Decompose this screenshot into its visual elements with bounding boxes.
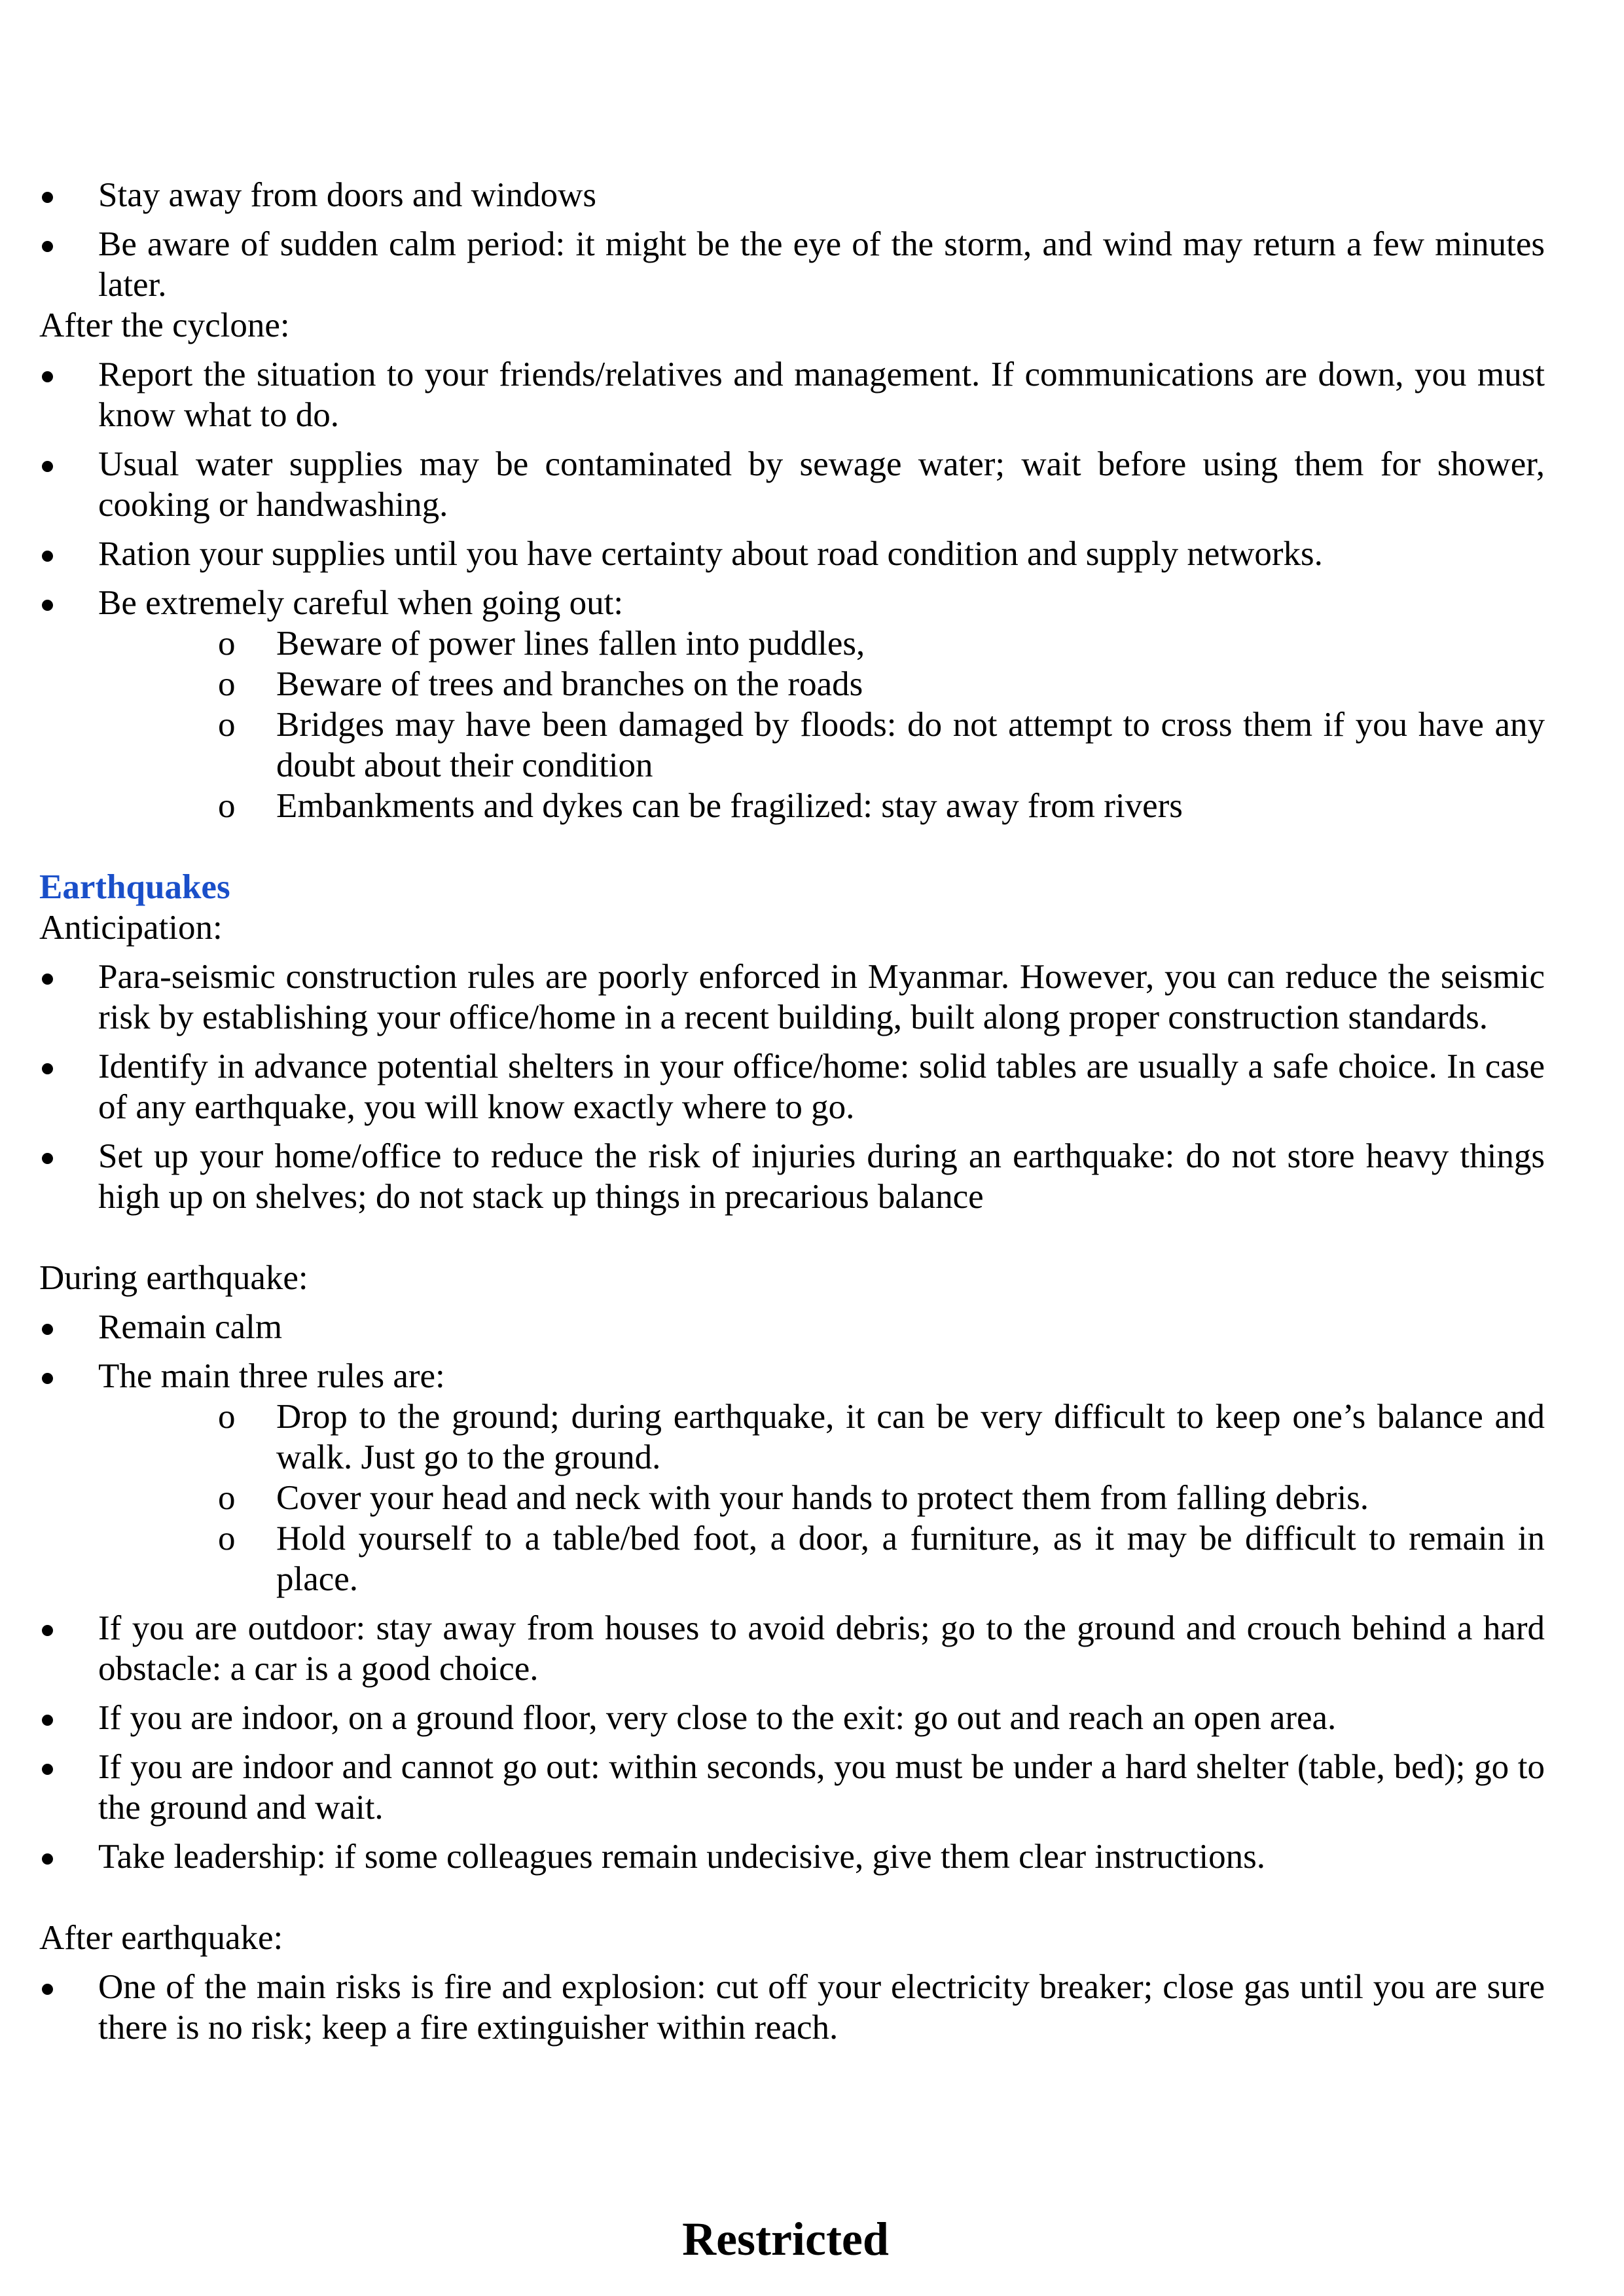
sub-list-item: o Drop to the ground; during earthquake, it can be very difficult to keep one’s balance and walk. Just go to the ground. — [218, 1398, 1545, 1476]
spacer — [39, 826, 1545, 867]
bullet-icon — [42, 974, 53, 985]
sub-list-item: o Bridges may have been damaged by floods: do not attempt to cross them if you have any doubt about their condition — [218, 706, 1545, 784]
list-item: Usual water supplies may be contaminated by sewage water; wait before using them for shower, cooking or handwashing. — [39, 444, 1545, 525]
going-out-sublist — [98, 623, 1545, 826]
list-item: Identify in advance potential shelters in your office/home: solid tables are usually a safe choice. In case of any earthquake, you will know exactly where to go. — [39, 1046, 1545, 1127]
section-heading-earthquakes: Earthquakes — [39, 868, 230, 906]
list-item: Report the situation to your friends/relatives and management. If communications are down, you must know what to do. — [39, 354, 1545, 435]
list-item: Set up your home/office to reduce the risk of injuries during an earthquake: do not store heavy things high up on shelves; do not stack up things in precarious balance — [39, 1136, 1545, 1217]
bullet-icon — [42, 1063, 53, 1074]
list-item: Para-seismic construction rules are poorly enforced in Myanmar. However, you can reduce the seismic risk by establishing your office/home in a recent building, built along proper construction standards. — [39, 957, 1545, 1038]
list-item: Take leadership: if some colleagues remain undecisive, give them clear instructions. — [39, 1836, 1545, 1877]
sub-list-item: o Embankments and dykes can be fragilized: stay away from rivers — [218, 787, 1183, 825]
during-earthquake-list — [39, 1307, 1545, 1877]
list-item: Stay away from doors and windows — [39, 175, 1545, 215]
circle-bullet-icon: o — [218, 665, 236, 703]
circle-bullet-icon: o — [218, 706, 236, 744]
sub-list-item: o Beware of power lines fallen into puddles, — [218, 625, 865, 663]
bullet-icon — [42, 371, 53, 382]
spacer — [39, 1877, 1545, 1918]
spacer — [39, 1217, 1545, 1258]
sub-list-item: o Beware of trees and branches on the roads — [218, 665, 863, 703]
sub-list-item: o Cover your head and neck with your hands to protect them from falling debris. — [218, 1479, 1369, 1517]
list-item: Be aware of sudden calm period: it might be the eye of the storm, and wind may return a few minutes later. — [39, 224, 1545, 305]
bullet-icon — [42, 1764, 53, 1775]
bullet-icon — [42, 1853, 53, 1865]
list-item: If you are indoor, on a ground floor, very close to the exit: go out and reach an open area. — [39, 1698, 1545, 1738]
bullet-icon — [42, 1153, 53, 1164]
bullet-icon — [42, 1984, 53, 1995]
bullet-icon — [42, 1373, 53, 1384]
list-item: Be extremely careful when going out: o Beware of power lines fallen into puddles, o Beware of trees and branches on the roads o Bridges may have been damaged by floods: do not attempt to cross them if you have any doubt about their condition o Embankments and dykes can be fragilized: stay away from rivers — [39, 583, 1545, 826]
list-item: The main three rules are: o Drop to the ground; during earthquake, it can be very difficult to keep one’s balance and walk. Just go to the ground. o Cover your head and neck with your hands to protect them from falling debris. o Hold yourself to a table/bed foot, a door, a furniture, as it may be difficult to remain in place. — [39, 1356, 1545, 1599]
bullet-icon — [42, 192, 53, 203]
during-earthquake-label: During earthquake: — [39, 1259, 308, 1297]
list-item: One of the main risks is fire and explosion: cut off your electricity breaker; close gas until you are sure there is no risk; keep a fire extinguisher within reach. — [39, 1967, 1545, 2048]
bullet-icon — [42, 551, 53, 562]
classification-footer: Restricted — [682, 2213, 889, 2265]
anticipation-label: Anticipation: — [39, 909, 223, 947]
bullet-icon — [42, 1715, 53, 1726]
circle-bullet-icon: o — [218, 1398, 236, 1436]
bullet-icon — [42, 461, 53, 472]
circle-bullet-icon: o — [218, 1520, 236, 1558]
list-item: Remain calm — [39, 1307, 1545, 1347]
circle-bullet-icon: o — [218, 1479, 236, 1517]
bullet-icon — [42, 600, 53, 611]
cyclone-during-list — [39, 175, 1545, 305]
bullet-icon — [42, 1324, 53, 1335]
after-cyclone-label: After the cyclone: — [39, 306, 290, 344]
list-item: Ration your supplies until you have certainty about road condition and supply networks. — [39, 534, 1545, 574]
list-item: If you are outdoor: stay away from houses to avoid debris; go to the ground and crouch behind a hard obstacle: a car is a good choice. — [39, 1608, 1545, 1689]
list-item: If you are indoor and cannot go out: within seconds, you must be under a hard shelter (table, bed); go to the ground and wait. — [39, 1747, 1545, 1828]
three-rules-sublist — [98, 1396, 1545, 1599]
circle-bullet-icon: o — [218, 625, 236, 663]
bullet-icon — [42, 1625, 53, 1636]
page-content — [39, 166, 1545, 2048]
circle-bullet-icon: o — [218, 787, 236, 825]
bullet-icon — [42, 241, 53, 252]
after-cyclone-list — [39, 354, 1545, 826]
after-earthquake-list — [39, 1967, 1545, 2048]
sub-list-item: o Hold yourself to a table/bed foot, a door, a furniture, as it may be difficult to remain in place. — [218, 1520, 1545, 1598]
anticipation-list — [39, 957, 1545, 1217]
after-earthquake-label: After earthquake: — [39, 1919, 283, 1957]
